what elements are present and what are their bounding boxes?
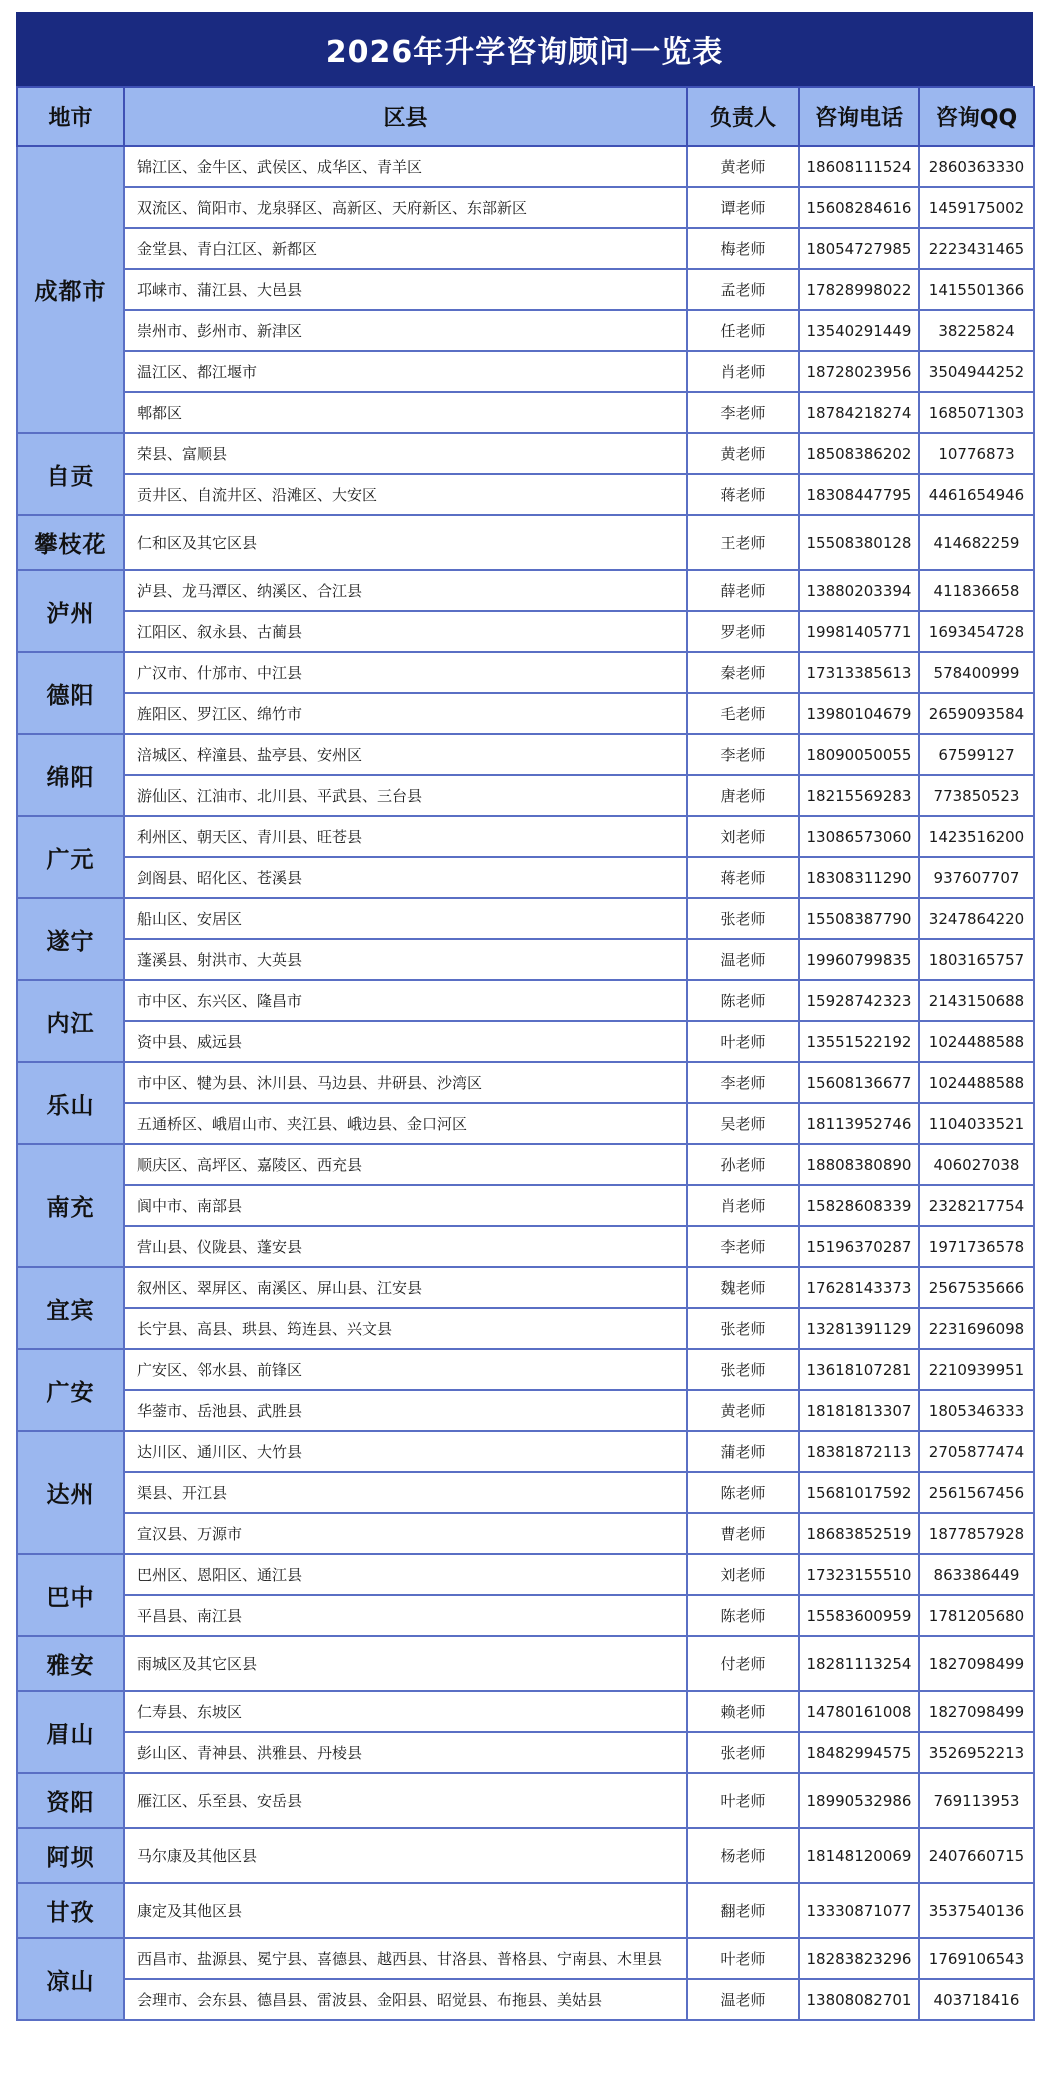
phone-cell: 15508380128 <box>799 515 919 570</box>
qq-cell: 1104033521 <box>919 1103 1034 1144</box>
area-cell: 达川区、通川区、大竹县 <box>124 1431 687 1472</box>
person-cell: 叶老师 <box>687 1021 799 1062</box>
area-cell: 锦江区、金牛区、武侯区、成华区、青羊区 <box>124 146 687 187</box>
phone-cell: 19981405771 <box>799 611 919 652</box>
person-cell: 薛老师 <box>687 570 799 611</box>
table-row <box>17 433 1034 474</box>
person-cell: 李老师 <box>687 392 799 433</box>
phone-cell: 19960799835 <box>799 939 919 980</box>
city-cell: 绵阳 <box>17 734 124 816</box>
area-cell: 旌阳区、罗江区、绵竹市 <box>124 693 687 734</box>
table-row <box>17 515 1034 570</box>
table-row <box>17 939 1034 980</box>
phone-cell: 18608111524 <box>799 146 919 187</box>
person-cell: 梅老师 <box>687 228 799 269</box>
table-row <box>17 1636 1034 1691</box>
table-row <box>17 857 1034 898</box>
area-cell: 温江区、都江堰市 <box>124 351 687 392</box>
area-cell: 会理市、会东县、德昌县、雷波县、金阳县、昭觉县、布拖县、美姑县 <box>124 1979 687 2020</box>
qq-cell: 2567535666 <box>919 1267 1034 1308</box>
phone-cell: 18808380890 <box>799 1144 919 1185</box>
qq-cell: 10776873 <box>919 433 1034 474</box>
area-cell: 雨城区及其它区县 <box>124 1636 687 1691</box>
header-area: 区县 <box>124 87 687 146</box>
phone-cell: 13540291449 <box>799 310 919 351</box>
city-cell: 甘孜 <box>17 1883 124 1938</box>
person-cell: 陈老师 <box>687 1472 799 1513</box>
area-cell: 江阳区、叙永县、古蔺县 <box>124 611 687 652</box>
person-cell: 陈老师 <box>687 980 799 1021</box>
table-row <box>17 1732 1034 1773</box>
qq-cell: 1971736578 <box>919 1226 1034 1267</box>
city-cell: 资阳 <box>17 1773 124 1828</box>
city-cell: 达州 <box>17 1431 124 1554</box>
person-cell: 肖老师 <box>687 351 799 392</box>
area-cell: 双流区、简阳市、龙泉驿区、高新区、天府新区、东部新区 <box>124 187 687 228</box>
qq-cell: 769113953 <box>919 1773 1034 1828</box>
person-cell: 罗老师 <box>687 611 799 652</box>
area-cell: 顺庆区、高坪区、嘉陵区、西充县 <box>124 1144 687 1185</box>
phone-cell: 15196370287 <box>799 1226 919 1267</box>
phone-cell: 18728023956 <box>799 351 919 392</box>
person-cell: 蒲老师 <box>687 1431 799 1472</box>
person-cell: 李老师 <box>687 1062 799 1103</box>
qq-cell: 2328217754 <box>919 1185 1034 1226</box>
person-cell: 孙老师 <box>687 1144 799 1185</box>
city-cell: 广元 <box>17 816 124 898</box>
phone-cell: 13330871077 <box>799 1883 919 1938</box>
person-cell: 李老师 <box>687 734 799 775</box>
person-cell: 曹老师 <box>687 1513 799 1554</box>
table-row <box>17 1691 1034 1732</box>
table-row <box>17 693 1034 734</box>
area-cell: 康定及其他区县 <box>124 1883 687 1938</box>
person-cell: 赖老师 <box>687 1691 799 1732</box>
table-row <box>17 898 1034 939</box>
table-row <box>17 310 1034 351</box>
city-cell: 南充 <box>17 1144 124 1267</box>
person-cell: 张老师 <box>687 1732 799 1773</box>
phone-cell: 15583600959 <box>799 1595 919 1636</box>
table-row <box>17 1773 1034 1828</box>
qq-cell: 1803165757 <box>919 939 1034 980</box>
qq-cell: 2860363330 <box>919 146 1034 187</box>
table-row <box>17 146 1034 187</box>
qq-cell: 411836658 <box>919 570 1034 611</box>
person-cell: 翻老师 <box>687 1883 799 1938</box>
phone-cell: 18381872113 <box>799 1431 919 1472</box>
table-row <box>17 1062 1034 1103</box>
table-row <box>17 1144 1034 1185</box>
person-cell: 叶老师 <box>687 1773 799 1828</box>
area-cell: 广安区、邻水县、前锋区 <box>124 1349 687 1390</box>
phone-cell: 18508386202 <box>799 433 919 474</box>
qq-cell: 863386449 <box>919 1554 1034 1595</box>
phone-cell: 13281391129 <box>799 1308 919 1349</box>
area-cell: 西昌市、盐源县、冕宁县、喜德县、越西县、甘洛县、普格县、宁南县、木里县 <box>124 1938 687 1979</box>
qq-cell: 2561567456 <box>919 1472 1034 1513</box>
area-cell: 仁和区及其它区县 <box>124 515 687 570</box>
area-cell: 剑阁县、昭化区、苍溪县 <box>124 857 687 898</box>
table-row <box>17 1554 1034 1595</box>
phone-cell: 18990532986 <box>799 1773 919 1828</box>
qq-cell: 414682259 <box>919 515 1034 570</box>
header-phone: 咨询电话 <box>799 87 919 146</box>
table-row <box>17 734 1034 775</box>
person-cell: 吴老师 <box>687 1103 799 1144</box>
area-cell: 蓬溪县、射洪市、大英县 <box>124 939 687 980</box>
table-row <box>17 570 1034 611</box>
person-cell: 秦老师 <box>687 652 799 693</box>
qq-cell: 1024488588 <box>919 1021 1034 1062</box>
area-cell: 华蓥市、岳池县、武胜县 <box>124 1390 687 1431</box>
city-cell: 德阳 <box>17 652 124 734</box>
person-cell: 刘老师 <box>687 1554 799 1595</box>
city-cell: 攀枝花 <box>17 515 124 570</box>
person-cell: 杨老师 <box>687 1828 799 1883</box>
table-row <box>17 816 1034 857</box>
phone-cell: 14780161008 <box>799 1691 919 1732</box>
phone-cell: 18215569283 <box>799 775 919 816</box>
area-cell: 荣县、富顺县 <box>124 433 687 474</box>
table-row <box>17 1472 1034 1513</box>
table-row <box>17 269 1034 310</box>
phone-cell: 15828608339 <box>799 1185 919 1226</box>
qq-cell: 4461654946 <box>919 474 1034 515</box>
city-cell: 内江 <box>17 980 124 1062</box>
table-row <box>17 1431 1034 1472</box>
qq-cell: 3504944252 <box>919 351 1034 392</box>
area-cell: 涪城区、梓潼县、盐亭县、安州区 <box>124 734 687 775</box>
area-cell: 叙州区、翠屏区、南溪区、屏山县、江安县 <box>124 1267 687 1308</box>
person-cell: 刘老师 <box>687 816 799 857</box>
area-cell: 巴州区、恩阳区、通江县 <box>124 1554 687 1595</box>
person-cell: 蒋老师 <box>687 857 799 898</box>
qq-cell: 1459175002 <box>919 187 1034 228</box>
city-cell: 巴中 <box>17 1554 124 1636</box>
table-row <box>17 1828 1034 1883</box>
area-cell: 渠县、开江县 <box>124 1472 687 1513</box>
table-row <box>17 474 1034 515</box>
phone-cell: 18308447795 <box>799 474 919 515</box>
qq-cell: 1827098499 <box>919 1691 1034 1732</box>
qq-cell: 1423516200 <box>919 816 1034 857</box>
phone-cell: 13618107281 <box>799 1349 919 1390</box>
area-cell: 金堂县、青白江区、新都区 <box>124 228 687 269</box>
person-cell: 张老师 <box>687 898 799 939</box>
table-row <box>17 1267 1034 1308</box>
person-cell: 毛老师 <box>687 693 799 734</box>
city-cell: 自贡 <box>17 433 124 515</box>
phone-cell: 17828998022 <box>799 269 919 310</box>
area-cell: 游仙区、江油市、北川县、平武县、三台县 <box>124 775 687 816</box>
person-cell: 李老师 <box>687 1226 799 1267</box>
person-cell: 温老师 <box>687 939 799 980</box>
phone-cell: 15608284616 <box>799 187 919 228</box>
qq-cell: 1415501366 <box>919 269 1034 310</box>
qq-cell: 1024488588 <box>919 1062 1034 1103</box>
table-row <box>17 652 1034 693</box>
area-cell: 长宁县、高县、珙县、筠连县、兴文县 <box>124 1308 687 1349</box>
person-cell: 肖老师 <box>687 1185 799 1226</box>
person-cell: 王老师 <box>687 515 799 570</box>
city-cell: 阿坝 <box>17 1828 124 1883</box>
table-row <box>17 1883 1034 1938</box>
table-row <box>17 775 1034 816</box>
phone-cell: 18054727985 <box>799 228 919 269</box>
table-row <box>17 351 1034 392</box>
table-body <box>17 146 1034 2020</box>
table-row <box>17 1390 1034 1431</box>
qq-cell: 2143150688 <box>919 980 1034 1021</box>
person-cell: 黄老师 <box>687 433 799 474</box>
qq-cell: 1805346333 <box>919 1390 1034 1431</box>
area-cell: 贡井区、自流井区、沿滩区、大安区 <box>124 474 687 515</box>
city-cell: 泸州 <box>17 570 124 652</box>
phone-cell: 15928742323 <box>799 980 919 1021</box>
table-row <box>17 1513 1034 1554</box>
city-cell: 遂宁 <box>17 898 124 980</box>
qq-cell: 2705877474 <box>919 1431 1034 1472</box>
table-row <box>17 187 1034 228</box>
qq-cell: 2210939951 <box>919 1349 1034 1390</box>
phone-cell: 17313385613 <box>799 652 919 693</box>
person-cell: 温老师 <box>687 1979 799 2020</box>
person-cell: 孟老师 <box>687 269 799 310</box>
table-row <box>17 1938 1034 1979</box>
qq-cell: 3537540136 <box>919 1883 1034 1938</box>
header-city: 地市 <box>17 87 124 146</box>
phone-cell: 18308311290 <box>799 857 919 898</box>
person-cell: 蒋老师 <box>687 474 799 515</box>
person-cell: 张老师 <box>687 1308 799 1349</box>
qq-cell: 3526952213 <box>919 1732 1034 1773</box>
phone-cell: 17323155510 <box>799 1554 919 1595</box>
qq-cell: 2659093584 <box>919 693 1034 734</box>
qq-cell: 3247864220 <box>919 898 1034 939</box>
qq-cell: 403718416 <box>919 1979 1034 2020</box>
header-row <box>17 87 1034 146</box>
person-cell: 唐老师 <box>687 775 799 816</box>
qq-cell: 67599127 <box>919 734 1034 775</box>
area-cell: 五通桥区、峨眉山市、夹江县、峨边县、金口河区 <box>124 1103 687 1144</box>
phone-cell: 13086573060 <box>799 816 919 857</box>
city-cell: 雅安 <box>17 1636 124 1691</box>
area-cell: 阆中市、南部县 <box>124 1185 687 1226</box>
area-cell: 崇州市、彭州市、新津区 <box>124 310 687 351</box>
area-cell: 资中县、威远县 <box>124 1021 687 1062</box>
phone-cell: 18090050055 <box>799 734 919 775</box>
phone-cell: 17628143373 <box>799 1267 919 1308</box>
area-cell: 泸县、龙马潭区、纳溪区、合江县 <box>124 570 687 611</box>
person-cell: 黄老师 <box>687 1390 799 1431</box>
table-row <box>17 1349 1034 1390</box>
city-cell: 眉山 <box>17 1691 124 1773</box>
table-row <box>17 611 1034 652</box>
phone-cell: 15508387790 <box>799 898 919 939</box>
qq-cell: 406027038 <box>919 1144 1034 1185</box>
area-cell: 邛崃市、蒲江县、大邑县 <box>124 269 687 310</box>
city-cell: 凉山 <box>17 1938 124 2020</box>
person-cell: 任老师 <box>687 310 799 351</box>
person-cell: 陈老师 <box>687 1595 799 1636</box>
person-cell: 魏老师 <box>687 1267 799 1308</box>
area-cell: 马尔康及其他区县 <box>124 1828 687 1883</box>
person-cell: 付老师 <box>687 1636 799 1691</box>
table-row <box>17 1103 1034 1144</box>
qq-cell: 1781205680 <box>919 1595 1034 1636</box>
phone-cell: 18784218274 <box>799 392 919 433</box>
table-row <box>17 1226 1034 1267</box>
advisor-table <box>16 86 1035 2021</box>
area-cell: 平昌县、南江县 <box>124 1595 687 1636</box>
table-row <box>17 1979 1034 2020</box>
area-cell: 市中区、犍为县、沐川县、马边县、井研县、沙湾区 <box>124 1062 687 1103</box>
table-row <box>17 980 1034 1021</box>
person-cell: 叶老师 <box>687 1938 799 1979</box>
city-cell: 乐山 <box>17 1062 124 1144</box>
area-cell: 营山县、仪陇县、蓬安县 <box>124 1226 687 1267</box>
qq-cell: 1769106543 <box>919 1938 1034 1979</box>
area-cell: 市中区、东兴区、隆昌市 <box>124 980 687 1021</box>
phone-cell: 13551522192 <box>799 1021 919 1062</box>
phone-cell: 18181813307 <box>799 1390 919 1431</box>
city-cell: 宜宾 <box>17 1267 124 1349</box>
phone-cell: 18482994575 <box>799 1732 919 1773</box>
qq-cell: 1827098499 <box>919 1636 1034 1691</box>
person-cell: 谭老师 <box>687 187 799 228</box>
phone-cell: 18148120069 <box>799 1828 919 1883</box>
qq-cell: 2223431465 <box>919 228 1034 269</box>
qq-cell: 578400999 <box>919 652 1034 693</box>
table-row <box>17 1185 1034 1226</box>
area-cell: 仁寿县、东坡区 <box>124 1691 687 1732</box>
area-cell: 郫都区 <box>124 392 687 433</box>
qq-cell: 937607707 <box>919 857 1034 898</box>
page-title: 2026年升学咨询顾问一览表 <box>16 12 1033 86</box>
qq-cell: 1685071303 <box>919 392 1034 433</box>
table-row <box>17 1021 1034 1062</box>
city-cell: 广安 <box>17 1349 124 1431</box>
header-qq: 咨询QQ <box>919 87 1034 146</box>
person-cell: 黄老师 <box>687 146 799 187</box>
table-row <box>17 392 1034 433</box>
table-row <box>17 228 1034 269</box>
phone-cell: 13808082701 <box>799 1979 919 2020</box>
phone-cell: 18683852519 <box>799 1513 919 1554</box>
qq-cell: 1877857928 <box>919 1513 1034 1554</box>
phone-cell: 13980104679 <box>799 693 919 734</box>
qq-cell: 773850523 <box>919 775 1034 816</box>
qq-cell: 1693454728 <box>919 611 1034 652</box>
phone-cell: 18281113254 <box>799 1636 919 1691</box>
qq-cell: 38225824 <box>919 310 1034 351</box>
person-cell: 张老师 <box>687 1349 799 1390</box>
area-cell: 雁江区、乐至县、安岳县 <box>124 1773 687 1828</box>
area-cell: 船山区、安居区 <box>124 898 687 939</box>
qq-cell: 2407660715 <box>919 1828 1034 1883</box>
header-person: 负责人 <box>687 87 799 146</box>
area-cell: 彭山区、青神县、洪雅县、丹棱县 <box>124 1732 687 1773</box>
qq-cell: 2231696098 <box>919 1308 1034 1349</box>
area-cell: 广汉市、什邡市、中江县 <box>124 652 687 693</box>
phone-cell: 15681017592 <box>799 1472 919 1513</box>
area-cell: 利州区、朝天区、青川县、旺苍县 <box>124 816 687 857</box>
city-cell: 成都市 <box>17 146 124 433</box>
table-row <box>17 1308 1034 1349</box>
advisor-sheet <box>16 12 1033 2021</box>
phone-cell: 15608136677 <box>799 1062 919 1103</box>
table-row <box>17 1595 1034 1636</box>
phone-cell: 18283823296 <box>799 1938 919 1979</box>
area-cell: 宣汉县、万源市 <box>124 1513 687 1554</box>
phone-cell: 18113952746 <box>799 1103 919 1144</box>
phone-cell: 13880203394 <box>799 570 919 611</box>
